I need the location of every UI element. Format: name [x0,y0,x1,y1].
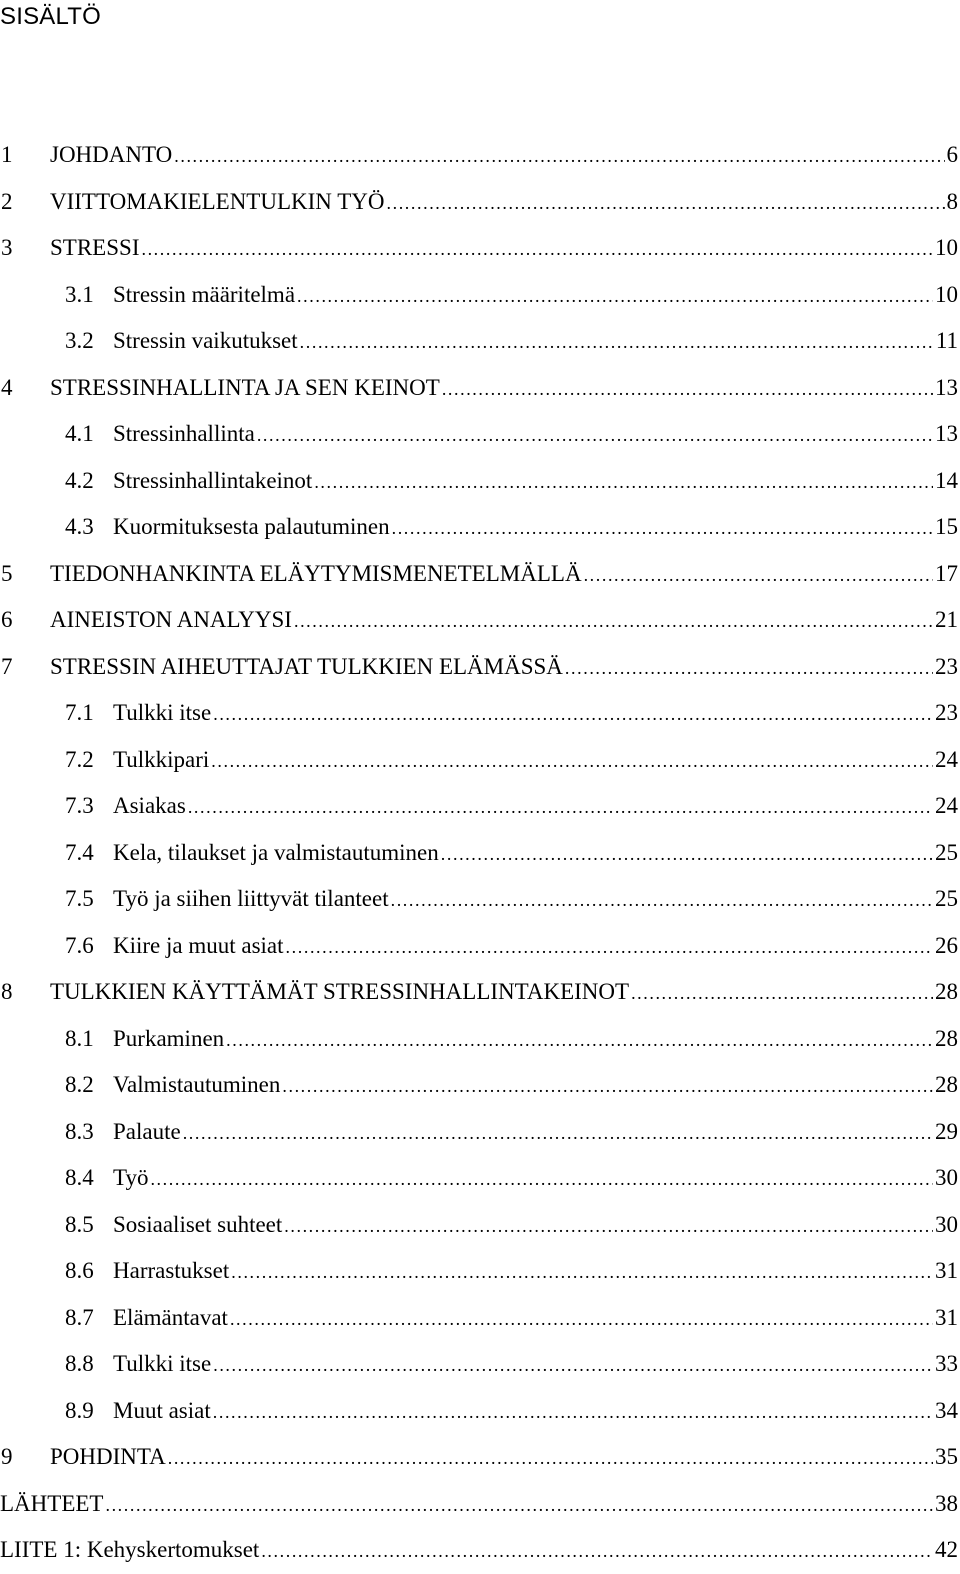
toc-dot-leader [282,1077,933,1095]
toc-entry[interactable] [0,365,958,412]
toc-entry[interactable] [0,1295,958,1342]
toc-entry-page: 28 [935,1025,958,1051]
toc-entry-number: 8.5 [65,1211,94,1237]
toc-entry-number: 8.8 [65,1351,94,1376]
toc-dot-leader [211,752,933,770]
toc-entry[interactable] [0,132,958,179]
toc-entry[interactable] [0,1248,958,1295]
toc-entry[interactable] [0,1202,958,1249]
toc-entry[interactable] [0,1155,958,1202]
toc-entry[interactable] [0,1481,958,1528]
toc-entry-number: 6 [1,607,13,632]
toc-entry-number: 8.9 [65,1397,94,1423]
toc-entry-title: STRESSIN AIHEUTTAJAT TULKKIEN ELÄMÄSSÄ [50,653,563,679]
toc-entry[interactable] [0,1062,958,1109]
toc-dot-leader [392,519,933,537]
toc-entry-number: 7.5 [65,886,94,911]
toc-entry-page: 17 [935,560,958,586]
toc-entry-page: 31 [935,1304,958,1330]
toc-entry-title: Stressin määritelmä [113,281,296,307]
toc-entry-title: Kiire ja muut asiat [113,932,284,958]
toc-entry[interactable] [0,644,958,691]
toc-entry-page: 28 [935,979,958,1004]
toc-dot-leader [213,1403,933,1421]
toc-dot-leader [150,1170,933,1188]
toc-entry[interactable] [0,923,958,970]
toc-dot-leader [230,1310,933,1328]
toc-dot-leader [387,194,945,212]
toc-entry[interactable] [0,597,958,644]
toc-entry-page: 28 [935,1072,958,1097]
toc-entry-title: AINEISTON ANALYYSI [50,607,292,632]
toc-dot-leader [141,240,933,258]
toc-entry-number: 9 [1,1444,13,1469]
toc-entry-number: 7.3 [65,793,94,818]
toc-entry-page: 25 [935,839,958,865]
toc-dot-leader [105,1496,933,1514]
toc-entry-number: 7.1 [65,700,94,725]
toc-dot-leader [231,1263,933,1281]
toc-entry-page: 34 [935,1397,958,1423]
toc-entry-number: 3.1 [65,281,94,307]
toc-entry-title: STRESSI [50,235,140,260]
toc-dot-leader [261,1542,933,1560]
toc-entry-number: 8.2 [65,1072,94,1097]
toc-entry-number: 4.2 [65,467,94,493]
toc-entry-number: 2 [1,188,13,214]
page-title: SISÄLTÖ [0,3,101,30]
toc-entry-title: Valmistautuminen [113,1072,281,1097]
toc-entry-page: 23 [935,700,958,725]
toc-dot-leader [391,891,933,909]
toc-entry-number: 3.2 [65,328,94,353]
toc-dot-leader [213,1356,933,1374]
toc-entry-page: 31 [935,1258,958,1283]
toc-entry-page: 38 [935,1490,958,1516]
toc-entry-title: Stressin vaikutukset [113,328,298,353]
toc-entry-page: 14 [935,467,958,493]
toc-entry-page: 13 [935,374,958,400]
toc-entry-title: STRESSINHALLINTA JA SEN KEINOT [50,374,440,400]
toc-entry-title: Kela, tilaukset ja valmistautuminen [113,839,439,865]
toc-dot-leader [631,984,933,1002]
toc-dot-leader [314,473,933,491]
toc-entry-title: Elämäntavat [113,1304,228,1330]
toc-entry[interactable] [0,1434,958,1481]
toc-entry-page: 35 [935,1444,958,1469]
toc-entry-title: Tulkkipari [113,746,210,772]
toc-entry-page: 6 [946,142,958,167]
toc-entry-page: 23 [935,653,958,679]
toc-entry-title: LIITE 1: Kehyskertomukset [0,1537,260,1562]
toc-entry[interactable] [0,225,958,272]
toc-entry-title: Tulkki itse [113,1351,212,1376]
toc-entry-title: Stressinhallinta [113,421,255,446]
toc-dot-leader [565,659,933,677]
table-of-contents [0,132,958,1574]
toc-entry-page: 21 [935,607,958,632]
toc-entry-title: Purkaminen [113,1025,225,1051]
toc-entry-title: Työ [113,1165,149,1190]
toc-entry-title: Muut asiat [113,1397,211,1423]
toc-entry[interactable] [0,179,958,226]
toc-entry-number: 8.1 [65,1025,94,1051]
toc-entry-number: 8.3 [65,1118,94,1144]
toc-entry-title: POHDINTA [50,1444,166,1469]
toc-entry[interactable] [0,737,958,784]
toc-entry[interactable] [0,969,958,1016]
toc-dot-leader [226,1031,933,1049]
toc-entry-page: 42 [935,1537,958,1562]
toc-entry-number: 5 [1,560,13,586]
toc-entry[interactable] [0,690,958,737]
toc-entry-number: 7.4 [65,839,94,865]
toc-entry-number: 8.4 [65,1165,94,1190]
toc-dot-leader [183,1124,933,1142]
toc-entry-number: 3 [1,235,13,260]
toc-entry-number: 7.6 [65,932,94,958]
toc-entry-page: 30 [935,1211,958,1237]
toc-dot-leader [257,426,933,444]
toc-dot-leader [284,1217,933,1235]
toc-entry-title: TULKKIEN KÄYTTÄMÄT STRESSINHALLINTAKEINOT [50,979,630,1004]
toc-dot-leader [584,566,933,584]
toc-dot-leader [441,845,933,863]
toc-dot-leader [297,287,933,305]
toc-entry-page: 11 [935,328,958,353]
toc-entry[interactable] [0,1388,958,1435]
toc-entry-title: Palaute [113,1118,181,1144]
toc-entry-page: 13 [935,421,958,446]
toc-entry[interactable] [0,504,958,551]
toc-dot-leader [300,333,934,351]
toc-entry[interactable] [0,876,958,923]
toc-entry[interactable] [0,783,958,830]
toc-entry-page: 8 [946,188,958,214]
toc-entry-page: 33 [935,1351,958,1376]
toc-entry-number: 8 [1,979,13,1004]
toc-entry-page: 30 [935,1165,958,1190]
toc-entry-title: Stressinhallintakeinot [113,467,313,493]
toc-entry-page: 10 [935,235,958,260]
toc-entry[interactable] [0,1109,958,1156]
toc-entry-title: Kuormituksesta palautuminen [113,514,390,539]
toc-dot-leader [286,938,933,956]
toc-entry-page: 15 [935,514,958,539]
toc-entry[interactable] [0,458,958,505]
toc-dot-leader [188,798,933,816]
toc-entry[interactable] [0,1016,958,1063]
toc-entry[interactable] [0,318,958,365]
toc-entry[interactable] [0,1527,958,1574]
toc-dot-leader [213,705,933,723]
toc-entry-page: 10 [935,281,958,307]
toc-entry-page: 25 [935,886,958,911]
toc-dot-leader [168,1449,933,1467]
toc-entry-number: 4.1 [65,421,94,446]
toc-entry-page: 26 [935,932,958,958]
toc-entry[interactable] [0,830,958,877]
toc-dot-leader [294,612,933,630]
toc-entry-page: 24 [935,793,958,818]
toc-entry-title: Tulkki itse [113,700,212,725]
toc-entry-title: JOHDANTO [50,142,173,167]
toc-entry-page: 24 [935,746,958,772]
toc-entry-title: VIITTOMAKIELENTULKIN TYÖ [50,188,385,214]
toc-entry-title: Harrastukset [113,1258,230,1283]
toc-dot-leader [442,380,933,398]
toc-entry-number: 8.6 [65,1258,94,1283]
toc-entry-number: 4 [1,374,13,400]
toc-entry-number: 7.2 [65,746,94,772]
toc-entry-number: 8.7 [65,1304,94,1330]
toc-entry-number: 1 [1,142,13,167]
toc-entry-title: Työ ja siihen liittyvät tilanteet [113,886,389,911]
toc-entry[interactable] [0,272,958,319]
toc-entry[interactable] [0,1341,958,1388]
toc-entry-number: 7 [1,653,13,679]
toc-entry-page: 29 [935,1118,958,1144]
toc-entry-title: Asiakas [113,793,186,818]
toc-entry-title: LÄHTEET [0,1490,104,1516]
toc-entry-title: TIEDONHANKINTA ELÄYTYMISMENETELMÄLLÄ [50,560,582,586]
toc-entry-title: Sosiaaliset suhteet [113,1211,283,1237]
toc-entry[interactable] [0,551,958,598]
toc-dot-leader [174,147,944,165]
toc-entry-number: 4.3 [65,514,94,539]
toc-entry[interactable] [0,411,958,458]
